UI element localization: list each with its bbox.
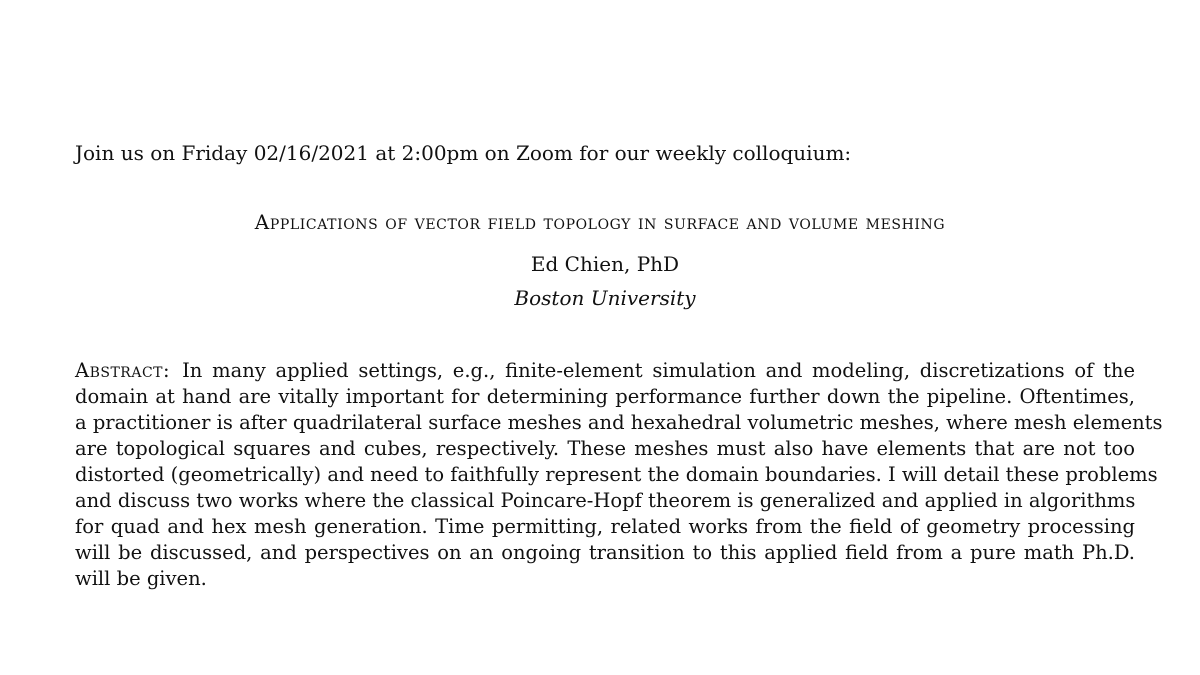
announcement-intro: Join us on Friday 02/16/2021 at 2:00pm on Zoom for our weekly colloquium: bbox=[75, 141, 852, 165]
abstract-line-9: will be given. bbox=[75, 567, 207, 590]
speaker-name: Ed Chien, PhD bbox=[530, 252, 680, 276]
abstract-line-2: domain at hand are vitally important for determining performance further down the pipeline. Oftentimes, bbox=[75, 385, 1135, 408]
abstract-label: Abstract: bbox=[75, 359, 171, 382]
abstract-line-3: a practitioner is after quadrilateral surface meshes and hexahedral volumetric meshes, where mesh elements bbox=[75, 411, 1163, 434]
abstract-line-1-text: In many applied settings, e.g., finite-element simulation and modeling, discretizations of the bbox=[182, 359, 1135, 382]
abstract-line-7: for quad and hex mesh generation. Time permitting, related works from the field of geometry processing bbox=[75, 515, 1135, 538]
abstract-line-5: distorted (geometrically) and need to faithfully represent the domain boundaries. I will detail these problems bbox=[75, 463, 1158, 486]
talk-title: Applications of vector field topology in surface and volume meshing bbox=[254, 210, 946, 234]
abstract-line-8: will be discussed, and perspectives on an ongoing transition to this applied field from a pure math Ph.D. bbox=[75, 541, 1135, 564]
speaker-affiliation: Boston University bbox=[514, 286, 696, 310]
abstract-line-4: are topological squares and cubes, respectively. These meshes must also have elements that are not too bbox=[75, 437, 1135, 460]
abstract-block bbox=[75, 358, 1163, 592]
abstract-line-6: and discuss two works where the classical Poincare-Hopf theorem is generalized and applied in algorithms bbox=[75, 489, 1136, 512]
abstract-line-1 bbox=[75, 358, 1135, 384]
